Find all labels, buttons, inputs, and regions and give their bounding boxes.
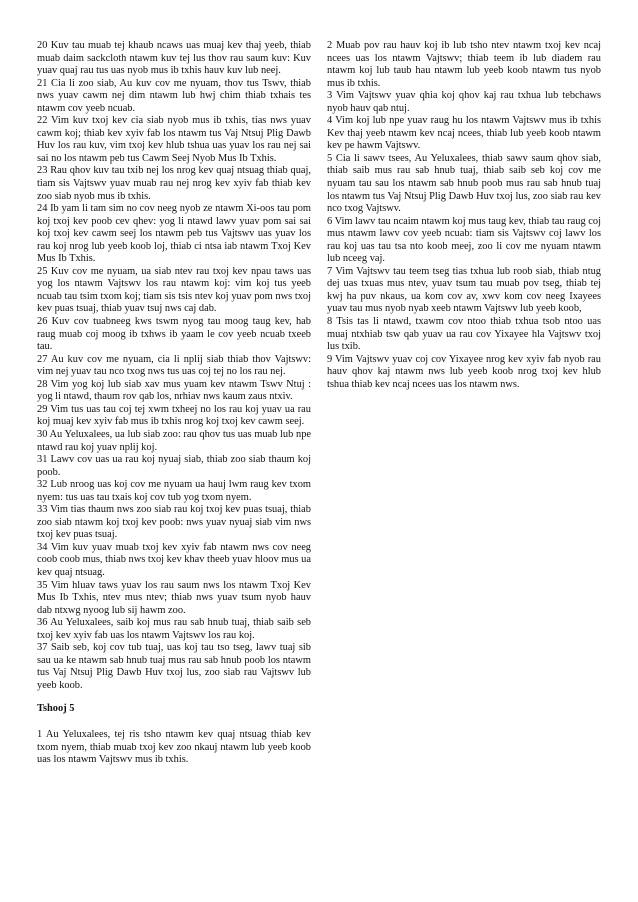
verse: 36 Au Yeluxalees, saib koj mus rau sab hnub tuaj, thiab saib seb txoj kev xyiv fab uas los ntawm Vajtswv los rau koj. (37, 617, 311, 641)
verse: 25 Kuv cov me nyuam, ua siab ntev rau txoj kev npau taws uas yog los ntawm Vajtswv los rau ntawm koj: vim koj tus yeeb ncuab tau tsim txom koj; tiam sis tsis ntev koj yuav pom nws txoj kev puas tsuaj, thiab yuav tsuj nws caj dab. (37, 265, 311, 315)
left-column (37, 40, 311, 767)
verse: 6 Vim lawv tau ncaim ntawm koj mus taug kev, thiab tau raug coj mus ntawm lawv cov yeeb ncuab: tiam sis Vajtswv coj lawv los rau koj uas tau tsa nto koob meej, zoo li cov me nyuam ntawm lub nceeg vaj. (327, 215, 601, 265)
verse: 20 Kuv tau muab tej khaub ncaws uas muaj kev thaj yeeb, thiab muab daim sackcloth ntawm kuv tej lus thov rau saum kuv: Kuv yuav quaj rau tus uas nyob mus ib txhis hauv kuv lub neej. (37, 40, 311, 77)
verse: 8 Tsis tas li ntawd, txawm cov ntoo thiab txhua tsob ntoo uas muaj ntxhiab tsw qab yuav ua rau cov Yixayee hla Vajtswv txoj lus txib. (327, 316, 601, 353)
verse: 30 Au Yeluxalees, ua lub siab zoo: rau qhov tus uas muab lub npe ntawd rau koj yuav nplij koj. (37, 428, 311, 453)
right-verse-list (327, 40, 601, 391)
verse: 5 Cia li sawv tsees, Au Yeluxalees, thiab sawv saum qhov siab, thiab saib mus rau sab hnub tuaj, thiab saib seb koj cov me nyuam tau sau los ntawm sab hnub poob mus rau sab hnub tuaj los ntawm tus Vaj Ntsuj Plig Dawb Huv txoj lus, zoo siab rau kev nco txog Vajtswv. (327, 152, 601, 215)
verse: 34 Vim kuv yuav muab txoj kev xyiv fab ntawm nws cov neeg coob coob mus, thiab nws txoj kev khav theeb yuav hloov mus ua kev quaj ntsuag. (37, 541, 311, 578)
right-column (327, 40, 601, 767)
verse: 3 Vim Vajtswv yuav qhia koj qhov kaj rau txhua lub tebchaws nyob hauv qab ntuj. (327, 90, 601, 114)
verse: 33 Vim tias thaum nws zoo siab rau koj txoj kev puas tsuaj, thiab zoo siab ntawm koj txoj kev poob: nws yuav nyuaj siab vim nws txoj kev puas tsuaj. (37, 504, 311, 541)
verse: 32 Lub nroog uas koj cov me nyuam ua hauj lwm raug kev txom nyem: tus uas tau txais koj cov tub yog txom nyem. (37, 479, 311, 503)
verse: 24 Ib yam li tam sim no cov neeg nyob ze ntawm Xi-oos tau pom koj txoj kev poob cev qhev: yog li ntawd lawv yuav pom sai sai koj txoj kev cawm seej los ntawm peb tus Vajtswv uas yuav los rau koj nrog lub yeeb koob loj, thiab ci ntsa iab ntawm Txoj Kev Mus Ib Txhis. (37, 203, 311, 265)
verse: 35 Vim hluav taws yuav los rau saum nws los ntawm Txoj Kev Mus Ib Txhis, ntev mus ntev; thiab nws yuav tsum nyob hauv dab ntxwg nyoog lub sij hawm zoo. (37, 579, 311, 616)
verse: 1 Au Yeluxalees, tej ris tsho ntawm kev quaj ntsuag thiab kev txom nyem, thiab muab txoj kev zoo nkauj ntawm lub yeeb koob uas los ntawm Vajtswv mus ib txhis. (37, 728, 311, 766)
verse: 7 Vim Vajtswv tau teem tseg tias txhua lub roob siab, thiab ntug dej uas txuas mus ntev, yuav tsum tau muab pov tseg, thiab tej kwj ha puv nkaus, ua kom cov av, xwv kom cov neeg Ixayees yuav tau mus nyob nyab xeeb ntawm Vajtswv lub yeeb koob, (327, 265, 601, 315)
verse: 22 Vim kuv txoj kev cia siab nyob mus ib txhis, tias nws yuav cawm koj; thiab kev xyiv fab los ntawm tus Vaj Ntsuj Plig Dawb Huv los rau kuv, vim txoj kev hlub tshua uas yuav los rau nej sai sai no los ntawm peb tus Cawm Seej Nyob Mus Ib Txhis. (37, 115, 311, 164)
chapter-heading: Tshooj 5 (37, 703, 75, 715)
verse: 23 Rau qhov kuv tau txib nej los nrog kev quaj ntsuag thiab quaj, tiam sis Vajtswv yuav muab rau nej nrog kev xyiv fab thiab kev zoo siab nyob mus ib txhis. (37, 165, 311, 202)
left-verse-list (37, 40, 311, 692)
verse: 27 Au kuv cov me nyuam, cia li nplij siab thiab thov Vajtswv: vim nej yuav tau nco txog nws tus uas coj tej no los rau nej. (37, 353, 311, 378)
verse: 2 Muab pov rau hauv koj ib lub tsho ntev ntawm txoj kev ncaj ncees uas los ntawm Vajtswv; thiab teem ib lub diadem rau ntawm koj lub taub hau ntawm lub yeeb koob ntawm tus nyob mus ib txhis. (327, 40, 601, 89)
verse: 37 Saib seb, koj cov tub tuaj, uas koj tau tso tseg, lawv tuaj sib sau ua ke ntawm sab hnub tuaj mus rau sab hnub poob los ntawm tus Vaj Ntsuj Plig Dawb Huv txoj lus, zoo siab rau Vajtswv lub yeeb koob. (37, 642, 311, 691)
verse: 4 Vim koj lub npe yuav raug hu los ntawm Vajtswv mus ib txhis Kev thaj yeeb ntawm kev ncaj ncees, thiab lub yeeb koob ntawm kev pe hawm Vajtswv. (327, 115, 601, 152)
verse: 29 Vim tus uas tau coj tej xwm txheej no los rau koj yuav ua rau koj muaj kev xyiv fab mus ib txhis nrog koj txoj kev cawm seej. (37, 403, 311, 428)
verse: 26 Kuv cov tuabneeg kws tswm nyog tau moog taug kev, hab raug muab coj moog ib txhws ib yaam le cov yeeb ncuab txeeb tau. (37, 316, 311, 353)
verse: 9 Vim Vajtswv yuav coj cov Yixayee nrog kev xyiv fab nyob rau hauv qhov kaj ntawm nws lub yeeb koob nrog txoj kev hlub tshua thiab kev ncaj ncees uas los ntawm nws. (327, 353, 601, 390)
verse: 28 Vim yog koj lub siab xav mus yuam kev ntawm Tswv Ntuj : yog li ntawd, thaum rov qab los, nrhiav nws kaum zaus ntxiv. (37, 378, 311, 403)
two-column-body (37, 40, 601, 767)
verse: 21 Cia li zoo siab, Au kuv cov me nyuam, thov tus Tswv, thiab nws yuav cawm nej dim ntawm lub hwj chim thiab txhais tes ntawm cov yeeb ncuab. (37, 77, 311, 114)
chapter-verse-list (37, 729, 311, 767)
verse: 31 Lawv cov uas ua rau koj nyuaj siab, thiab zoo siab thaum koj poob. (37, 454, 311, 478)
